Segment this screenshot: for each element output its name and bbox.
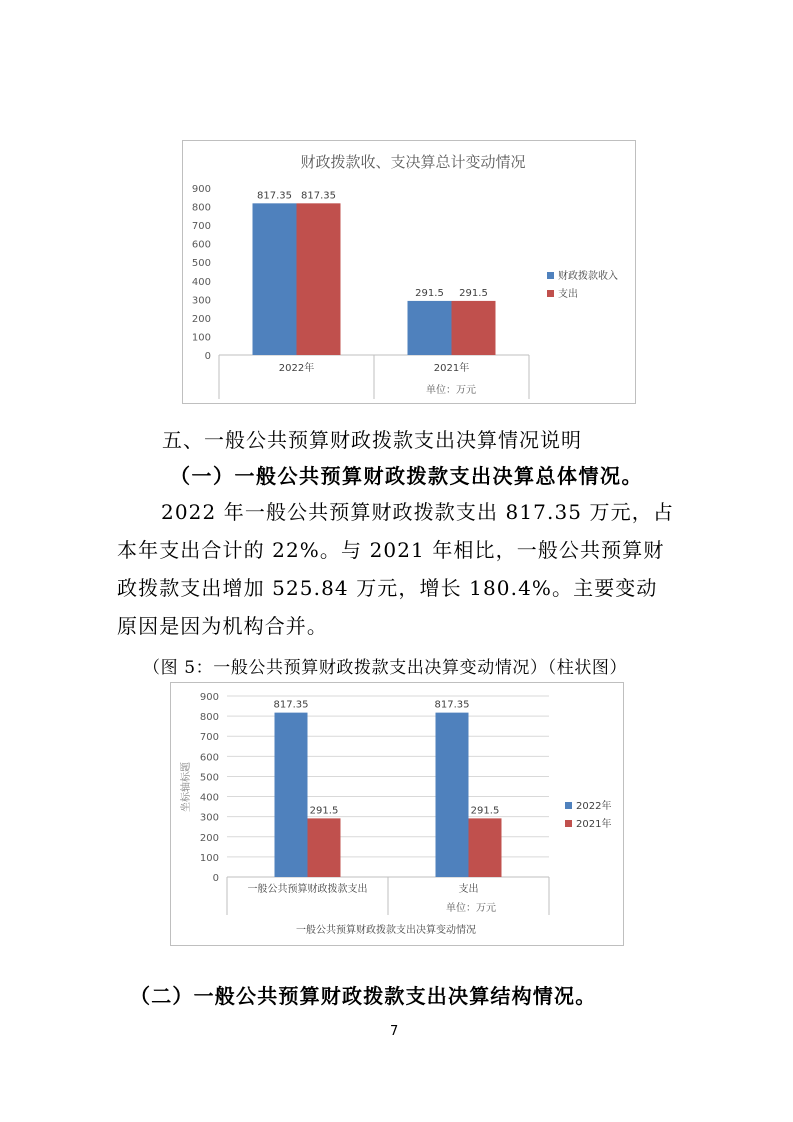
legend-swatch [547,290,554,297]
chart-title: 财政拨款收、支决算总计变动情况 [300,153,526,171]
legend-label: 支出 [558,289,578,300]
x-category-label: 2021年 [433,363,470,374]
y-tick-label: 0 [204,351,211,362]
legend-label: 财政拨款收入 [558,271,618,282]
legend-label: 2022年 [576,801,612,812]
y-tick-label: 500 [191,258,211,270]
data-label: 817.35 [434,699,470,711]
unit-note: 单位：万元 [426,385,476,396]
chart-1-svg [183,141,635,403]
legend-swatch [565,820,572,827]
y-axis-title: 坐标轴标题 [181,762,192,812]
bar [275,713,308,877]
body-paragraph-text: 2022 年一般公共预算财政拨款支出 817.35 万元，占本年支出合计的 22%。与 2021 年相比，一般公共预算财政拨款支出增加 525.84 万元，增长 180.4%。主要变动原因是因为机构合并。 [117,500,674,638]
x-category-label: 支出 [458,884,479,895]
data-label: 817.35 [257,190,292,202]
subheading-overall: （一）一般公共预算财政拨款支出决算总体情况。 [170,464,643,488]
data-label: 291.5 [470,805,500,817]
bar [297,203,341,355]
y-tick-label: 100 [191,332,211,344]
legend-swatch [565,802,572,809]
x-category-label: 2022年 [278,363,315,374]
bar [469,818,502,877]
y-tick-label: 500 [199,772,219,784]
chart-budget-total-change [182,140,636,404]
bar [452,301,496,355]
y-tick-label: 700 [191,221,211,233]
y-tick-label: 900 [191,184,211,195]
y-tick-label: 300 [191,295,211,307]
chart-title: 一般公共预算财政拨款支出决算变动情况 [296,925,476,936]
legend-label: 2021年 [576,819,612,830]
subheading-structure: （二）一般公共预算财政拨款支出决算结构情况。 [130,984,597,1008]
y-tick-label: 700 [199,732,219,744]
y-tick-label: 800 [199,712,219,724]
data-label: 291.5 [309,805,339,817]
x-category-label: 一般公共预算财政拨款支出 [247,884,368,895]
data-label: 817.35 [301,190,336,202]
chart-2-svg [171,683,623,945]
data-label: 291.5 [415,287,444,299]
bar [308,818,341,877]
unit-note: 单位：万元 [446,903,496,914]
y-tick-label: 800 [191,202,211,214]
figure-caption: （图 5：一般公共预算财政拨款支出决算变动情况）（柱状图） [143,658,628,678]
y-tick-label: 0 [212,873,219,884]
y-tick-label: 300 [199,812,219,824]
y-tick-label: 200 [191,313,211,325]
bar [408,301,452,355]
y-tick-label: 200 [199,832,219,844]
page-number: 7 [390,1024,399,1039]
y-tick-label: 600 [191,239,211,251]
legend-swatch [547,272,554,279]
data-label: 817.35 [273,699,309,711]
y-tick-label: 100 [199,852,219,864]
bar [436,713,469,877]
data-label: 291.5 [459,287,488,299]
section-heading: 五、一般公共预算财政拨款支出决算情况说明 [162,428,582,452]
y-tick-label: 900 [199,692,219,703]
bar [253,203,297,355]
y-tick-label: 400 [191,276,211,288]
y-tick-label: 600 [199,752,219,764]
y-tick-label: 400 [199,792,219,804]
chart-general-budget-expenditure-change [170,682,624,946]
body-paragraph [117,493,677,645]
